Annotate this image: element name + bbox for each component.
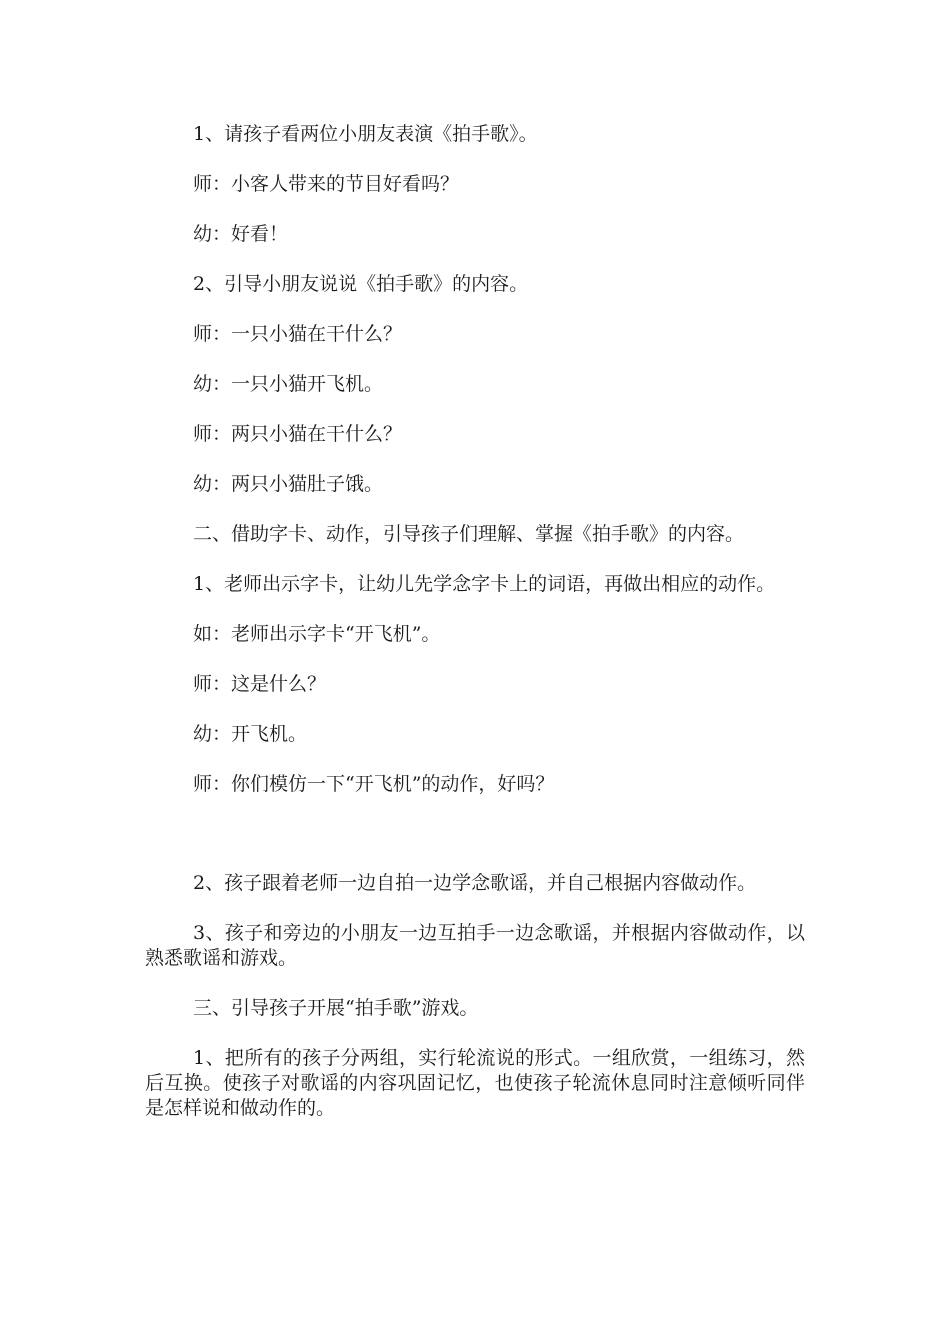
paragraph-child-answer: 幼：开飞机。 [193,723,308,745]
paragraph-teacher-question: 师：你们模仿一下“开飞机”的动作，好吗？ [193,773,555,795]
paragraph-teacher-question: 师：这是什么？ [193,673,327,695]
paragraph-self-clap-step: 2、孩子跟着老师一边自拍一边学念歌谣，并自己根据内容做动作。 [193,872,757,894]
paragraph-child-answer: 幼：两只小猫肚子饿。 [193,473,384,495]
paragraph-content-step: 2、引导小朋友说说《拍手歌》的内容。 [193,273,529,295]
section-heading-three: 三、引导孩子开展“拍手歌”游戏。 [193,997,479,1019]
paragraph-performance-step: 1、请孩子看两位小朋友表演《拍手歌》。 [193,123,538,145]
document-body [145,122,805,1121]
paragraph-teacher-question: 师：小客人带来的节目好看吗？ [193,173,460,195]
paragraph-partner-clap-step: 3、孩子和旁边的小朋友一边互拍手一边念歌谣，并根据内容做动作，以熟悉歌谣和游戏。 [145,922,805,969]
section-heading-two: 二、借助字卡、动作，引导孩子们理解、掌握《拍手歌》的内容。 [193,523,745,545]
paragraph-child-answer: 幼：好看！ [193,223,289,245]
paragraph-word-card-step: 1、老师出示字卡，让幼儿先学念字卡上的词语，再做出相应的动作。 [193,573,776,595]
paragraph-example: 如：老师出示字卡“开飞机”。 [193,623,441,645]
paragraph-group-step: 1、把所有的孩子分两组，实行轮流说的形式。一组欣赏，一组练习，然后互换。使孩子对歌谣的内容巩固记忆，也使孩子轮流休息同时注意倾听同伴是怎样说和做动作的。 [145,1047,805,1119]
paragraph-teacher-question: 师：两只小猫在干什么？ [193,423,403,445]
paragraph-child-answer: 幼：一只小猫开飞机。 [193,373,384,395]
paragraph-teacher-question: 师：一只小猫在干什么？ [193,323,403,345]
